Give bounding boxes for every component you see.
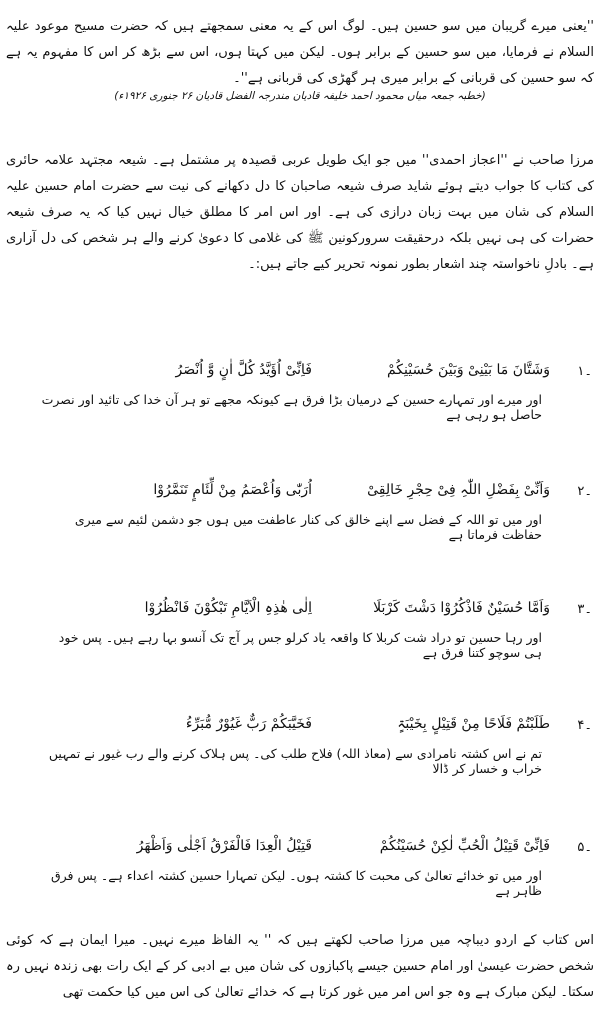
quote-paragraph: ''یعنی میرے گریبان میں سو حسین ہیں۔ لوگ اس کے یہ معنی سمجھتے ہیں کہ حضرت مسیح موعود علیہ السلام نے فرمایا، میں سو حسین کے برابر ہوں۔ لیکن میں کہتا ہوں، اس سے بڑھ کر اس کا مفہوم یہ ہے کہ سو حسین کی قربانی کے برابر میری ہر گھڑی کی قربانی ہے''۔ [6,19,594,86]
verse-second-hemistich: اُرَبّٰی وَاُعْصَمُ مِنْ لِّئَامٍ تَنَمَّرُوْا [153,482,312,498]
verse-number: ۵۔ [577,840,592,855]
verse-item-3 [0,600,600,660]
verse-first-hemistich: وَاَنِّیْ بِفَضْلِ اللّٰہِ فِیْ حِجْرِ خَالِقِیْ [367,482,550,498]
verse-translation: اور میرے اور تمہارے حسین کے درمیان بڑا فرق ہے کیونکہ مجھے تو ہر آن خدا کی تائید اور نصرت حاصل ہو رہی ہے [41,392,542,422]
verse-item-5 [0,838,600,898]
verse-first-hemistich: فَاِنِّیْ قَتِیْلُ الْحُبِّ لٰکِنْ حُسَیْنُکُمْ [379,838,550,854]
verse-number: ۲۔ [577,484,592,499]
verse-second-hemistich: اِلٰی ھٰذِہِ الْاَیَّامِ تَبْکُوْنَ فَانْظُرُوْا [144,600,312,616]
intro-paragraph: مرزا صاحب نے ''اعجاز احمدی'' میں جو ایک طویل عربی قصیدہ پر مشتمل ہے۔ شیعہ مجتہد علامہ حائری کی کتاب کا جواب دیتے ہوئے شاید صرف شیعہ صاحبان کا دل دکھانے کی نیت سے حضرت امام حسین علیہ السلام کی شان میں بہت زبان درازی کی ہے۔ اور اس امر کا مطلق خیال نہیں کیا کہ یہ صرف شیعہ حضرات کی ہی نہیں بلکہ درحقیقت سرورکونین ﷺ کی غلامی کا دعویٰ کرنے والے ہر شخص کی دل آزاری ہے۔ بادلِ ناخواستہ چند اشعار بطور نمونہ تحریر کیے جاتے ہیں:۔ [6,153,594,272]
verse-second-hemistich: قَتِیْلُ الْعِدَا فَالْفَرْقُ اَجْلٰی وَاَظْھَرُ [136,838,312,854]
verse-translation: اور رہا حسین تو دراد شت کربلا کا واقعہ یاد کرلو جس پر آج تک آنسو بہا رہے ہیں۔ پس خود ہی سوچو کتنا فرق ہے [58,630,542,660]
verse-second-hemistich: فَخَیَّبَکُمْ رَبٌّ غَیُوْرٌ مُّبَرِّءُ [185,716,312,732]
verse-first-hemistich: وَشَتَّانَ مَا بَیْنِیْ وَبَیْنَ حُسَیْنِکُمْ [386,362,550,378]
citation-line: (خطبہ جمعہ میاں محمود احمد خلیفہ قادیان مندرجہ الفضل قادیان ۲۶ جنوری ۱۹۲۶ء) [114,90,486,102]
verse-translation: اور میں تو خدائے تعالیٰ کی محبت کا کشتہ ہوں۔ لیکن تمہارا حسین کشتہ اعداء ہے۔ پس فرق ظاہر ہے [50,868,542,898]
verse-translation: تم نے اس کشتہ نامرادی سے (معاذ اللہ) فلاح طلب کی۔ پس ہلاک کرنے والے رب غیور نے تمہیں خراب و خسار کر ڈالا [48,746,542,776]
verse-item-1 [0,362,600,422]
verse-first-hemistich: وَاَمَّا حُسَیْنٌ فَاذْکُرُوْا دَشْتَ کَرْبَلَا [373,600,550,616]
verse-second-hemistich: فَاِنِّیْ اُؤَیَّدُ کُلَّ اٰنٍ وَّ اُنْصَرُ [175,362,312,378]
verse-number: ۱۔ [577,364,592,379]
closing-paragraph: اس کتاب کے اردو دیباچہ میں مرزا صاحب لکھتے ہیں کہ '' یہ الفاظ میرے نہیں۔ میرا ایمان ہے کہ کوئی شخص حضرت عیسیٰ اور امام حسین جیسے پاکبازوں کی شان میں بے ادبی کر کے ایک رات بھی زندہ نہیں رہ سکتا۔ لیکن مبارک ہے وہ جو اس امر میں غور کرتا ہے کہ خدائے تعالیٰ کی اس میں کیا حکمت تھی [6,933,594,1000]
verse-item-4 [0,716,600,776]
verse-number: ۳۔ [577,602,592,617]
verse-translation: اور میں تو اللہ کے فضل سے اپنے خالق کی کنار عاطفت میں ہوں جو دشمن لئیم سے میری حفاظت فرماتا ہے [74,512,542,542]
verse-first-hemistich: طَلَبْتُمْ فَلَاحًا مِنْ قَتِیْلٍ بِخَیْبَۃٍ [397,716,550,732]
verse-number: ۴۔ [577,718,592,733]
verse-item-2 [0,482,600,542]
